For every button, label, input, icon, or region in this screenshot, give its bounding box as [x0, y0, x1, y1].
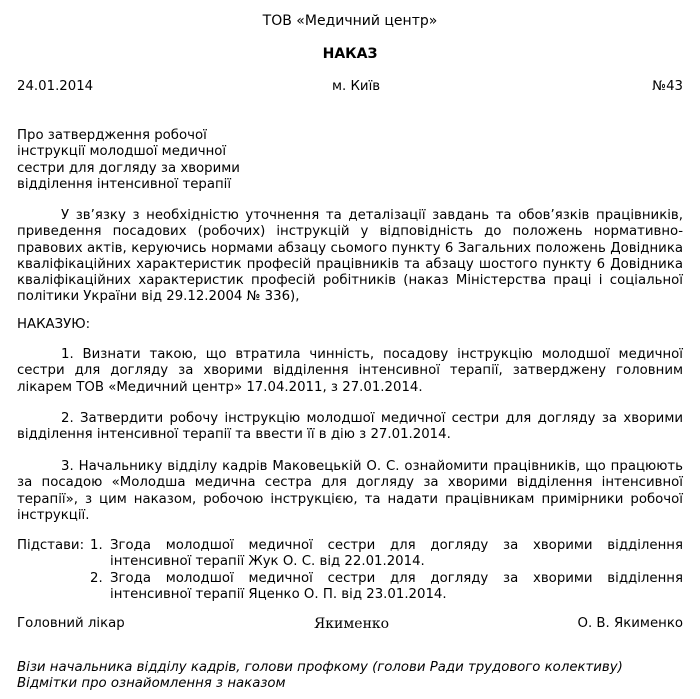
basis-entry-text: Згода молодшої медичної сестри для догляду за хворими відділення інтенсивної терапії Яценко О. П. від 23.01.2014. — [110, 570, 683, 602]
document-title: НАКАЗ — [322, 46, 378, 62]
signature: Якименко — [314, 616, 390, 632]
order-item-1: 1. Визнати такою, що втратила чинність, посадову інструкцію молодшої медичної сестри для догляду за хворими відділення інтенсивної терапії, затверджену головним лікарем ТОВ «Медичний центр» 17.04.2011, з 27.01.2014. — [17, 347, 683, 395]
document-meta — [17, 79, 683, 97]
preamble-paragraph: У зв’язку з необхідністю уточнення та деталізації завдань та обов’язків працівників, приведення посадових (робочих) інструкцій у відповідність до положень нормативно-правових актів, керуючись нормами абзацу сьомого пункту 6 Загальних положень Довідника кваліфікаційних характеристик професій працівників та абзацу шостого пункту 6 Довідника кваліфікаційних характеристик професій робітників (наказ Міністерства праці і соціальної політики України від 29.12.2004 № 336), — [17, 208, 683, 305]
subject-line: інструкції молодшої медичної — [17, 144, 227, 160]
subject-line: сестри для догляду за хворими — [17, 160, 240, 176]
order-keyword: НАКАЗУЮ: — [17, 317, 91, 332]
basis-list — [90, 538, 683, 603]
basis-entry-text: Згода молодшої медичної сестри для догляду за хворими відділення інтенсивної терапії Жук О. С. від 22.01.2014. — [110, 538, 683, 570]
order-city: м. Київ — [332, 79, 381, 94]
signature-block — [17, 616, 683, 634]
basis-label: Підстави: — [17, 538, 85, 553]
footer-line: Візи начальника відділу кадрів, голови профкому (голови Ради трудового колективу) — [17, 660, 623, 675]
basis-entry — [90, 571, 683, 604]
basis-entry-number: 2. — [90, 570, 103, 586]
order-subject — [17, 128, 257, 193]
order-date: 24.01.2014 — [17, 79, 94, 94]
organization-name: ТОВ «Медичний центр» — [262, 13, 438, 29]
footer-line: Відмітки про ознайомлення з наказом — [17, 676, 286, 692]
order-item-2: 2. Затвердити робочу інструкцію молодшої медичної сестри для догляду за хворими відділення інтенсивної терапії та ввести її в дію з 27.01.2014. — [17, 411, 683, 443]
footer-notes — [17, 660, 683, 693]
order-number: №43 — [652, 79, 683, 94]
order-item-3: 3. Начальнику відділу кадрів Маковецькій О. С. ознайомити працівників, що працюють за посадою «Молодша медична сестра для догляду за хворими відділення інтенсивної терапії», з цим наказом, робочою інструкцією, та надати працівникам примірники робочої інструкції. — [17, 459, 683, 523]
signer-position: Головний лікар — [17, 616, 125, 631]
subject-line: відділення інтенсивної терапії — [17, 176, 232, 192]
basis-entry — [90, 538, 683, 571]
basis-entry-number: 1. — [90, 538, 103, 553]
signer-name: О. В. Якименко — [577, 616, 683, 631]
subject-line: Про затвердження робочої — [17, 128, 207, 143]
